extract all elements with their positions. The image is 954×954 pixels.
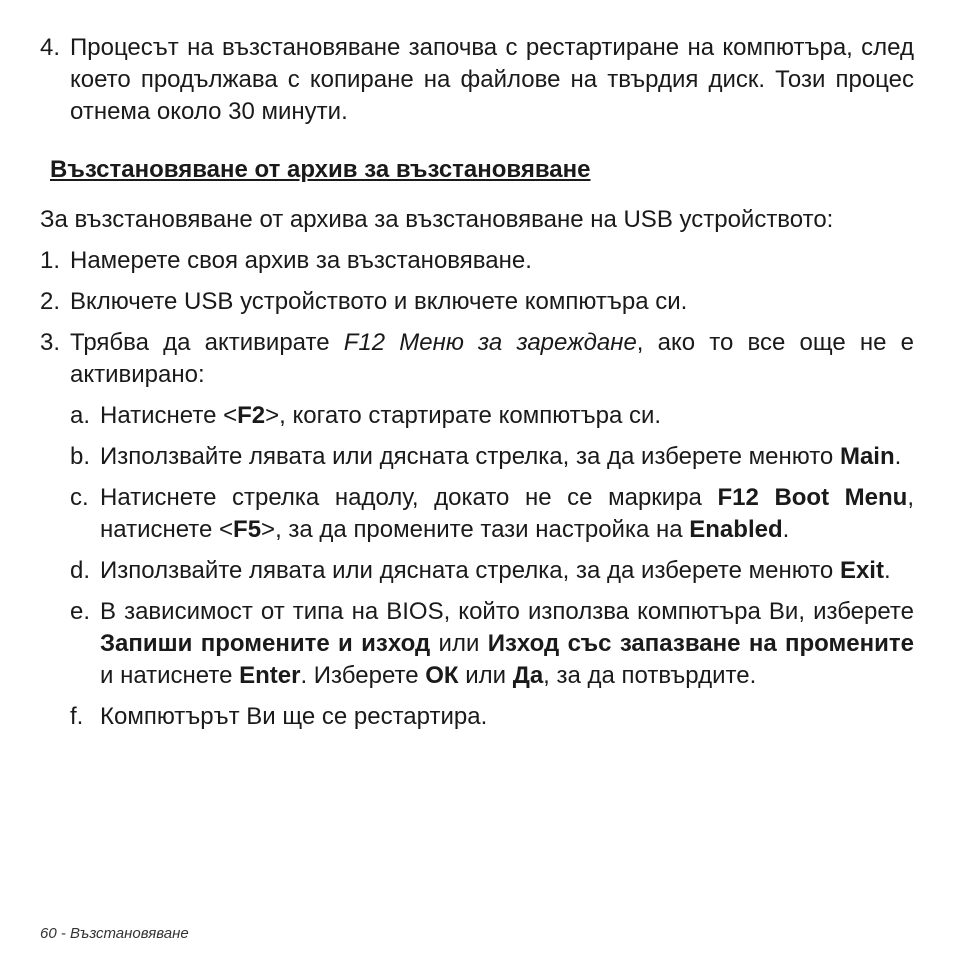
list-item-3 <box>40 327 914 391</box>
sub-item-d <box>70 555 914 587</box>
item-text: . <box>883 557 891 584</box>
section-intro: За възстановяване от архива за възстановяване на USB устройството: <box>40 206 834 233</box>
item-text: Включете USB устройството и включете компютъра си. <box>70 288 688 315</box>
item-text: . Изберете <box>300 662 426 689</box>
menu-main: Main <box>839 443 895 470</box>
item-letter: c. <box>70 484 89 511</box>
item-text: >, когато стартирате компютъра си. <box>265 402 662 429</box>
item-letter: b. <box>70 443 91 470</box>
sub-item-f <box>70 701 914 733</box>
item-text: Компютърът Ви ще се рестартира. <box>100 703 488 730</box>
item-text-pre: Трябва да активирате <box>70 329 344 356</box>
key-f5: F5 <box>233 516 262 543</box>
item-text: и натиснете <box>100 662 240 689</box>
key-f2: F2 <box>237 402 266 429</box>
item-text: >, за да промените тази настройка на <box>261 516 690 543</box>
sub-item-a <box>70 400 914 432</box>
option-exit-saving: Изход със запазване на промените <box>487 630 914 657</box>
item-text: Натиснете стрелка надолу, докато не се маркира <box>100 484 718 511</box>
boot-menu-name: F12 Меню за зареждане <box>343 329 637 356</box>
menu-exit: Exit <box>839 557 884 584</box>
enabled-value: Enabled <box>689 516 783 543</box>
option-ok: ОК <box>425 662 459 689</box>
page-footer: 60 - Възстановяване <box>40 925 189 942</box>
item-text: В зависимост от типа на BIOS, който използва компютъра Ви, изберете <box>100 598 914 625</box>
page-content <box>40 32 914 733</box>
list-item-2 <box>40 286 914 318</box>
item-text: . <box>782 516 790 543</box>
list-item-1 <box>40 245 914 277</box>
item-text: Процесът на възстановяване започва с рестартиране на компютъра, след което продължава с копиране на файлове на твърдия диск. Този процес отнема около 30 минути. <box>70 34 914 125</box>
item-number: 4. <box>40 34 61 61</box>
item-text: . <box>894 443 902 470</box>
item-text-post: , ако то все още не е активирано: <box>70 329 914 388</box>
sub-item-e <box>70 596 914 692</box>
f12-boot-menu: F12 Boot Menu <box>717 484 908 511</box>
item-text: , натиснете < <box>100 484 914 543</box>
item-text: или <box>458 662 513 689</box>
item-letter: a. <box>70 402 91 429</box>
item-text: или <box>430 630 488 657</box>
item-text: Намерете своя архив за възстановяване. <box>70 247 532 274</box>
item-text: , за да потвърдите. <box>543 662 757 689</box>
item-text: Използвайте лявата или дясната стрелка, за да изберете менюто <box>100 557 840 584</box>
item-text: Използвайте лявата или дясната стрелка, за да изберете менюто <box>100 443 840 470</box>
item-letter: f. <box>70 703 84 730</box>
item-letter: e. <box>70 598 91 625</box>
key-enter: Enter <box>239 662 301 689</box>
item-number: 1. <box>40 247 61 274</box>
section-heading: Възстановяване от архив за възстановяване <box>50 156 591 183</box>
list-item-4 <box>40 32 914 128</box>
item-number: 2. <box>40 288 61 315</box>
item-letter: d. <box>70 557 91 584</box>
sub-item-c <box>70 482 914 546</box>
option-save-exit: Запиши промените и изход <box>100 630 431 657</box>
sub-item-b <box>70 441 914 473</box>
option-yes: Да <box>512 662 544 689</box>
item-text: Натиснете < <box>100 402 238 429</box>
item-number: 3. <box>40 329 61 356</box>
